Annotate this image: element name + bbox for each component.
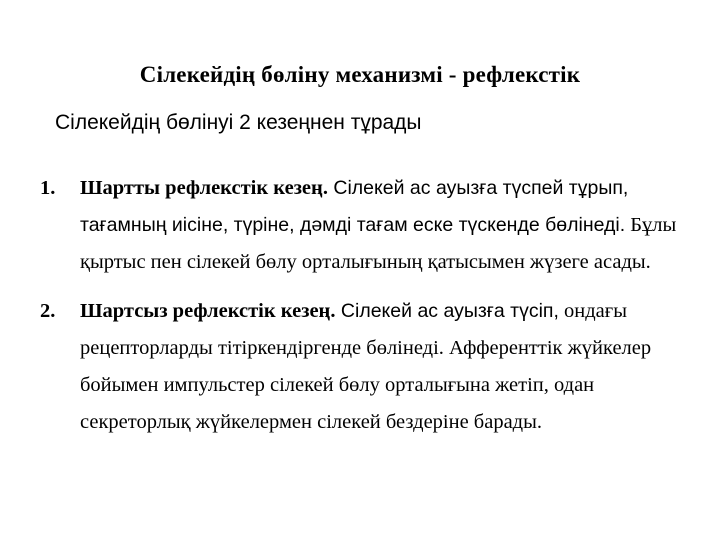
list-item xyxy=(40,293,700,441)
list-item-text-continued: ондағы рецепторларды тітіркендіргенде бөлінеді. Афференттік жүйкелер бойымен импульстер сілекей бөлу орталығына жетіп, одан секреторлық жүйкелермен сілекей бездеріне барады. xyxy=(80,300,652,433)
list-item-number: 1. xyxy=(40,177,56,199)
list-item-number: 2. xyxy=(40,300,56,322)
list-item-text: Сілекей ас ауызға түспей тұрып, тағамның иісіне, түріне, дәмді тағам еске түскенде бөлінеді. xyxy=(80,177,629,236)
list-item-text-continued: Бұлы қыртыс пен сілекей бөлу орталығының қатысымен жүзеге асады. xyxy=(80,214,677,273)
list-item-heading: Шартсыз рефлекстік кезең. xyxy=(80,300,336,322)
slide-subtitle: Сілекейдің бөлінуі 2 кезеңнен тұрады xyxy=(55,111,422,134)
list-item-text: Сілекей ас ауызға түсіп, xyxy=(335,300,559,322)
slide-title: Сілекейдің бөліну механизмі - рефлекстік xyxy=(139,62,581,87)
list-item xyxy=(40,170,700,281)
stages-list xyxy=(40,170,700,441)
list-item-heading: Шартты рефлекстік кезең. xyxy=(80,177,328,199)
